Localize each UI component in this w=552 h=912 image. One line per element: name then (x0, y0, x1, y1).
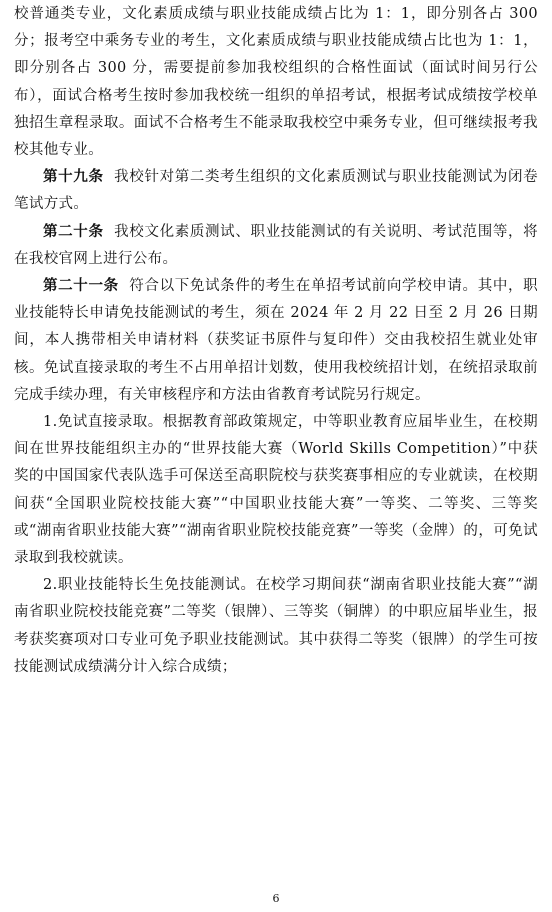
paragraph-text: 我校文化素质测试、职业技能测试的有关说明、考试范围等，将在我校官网上进行公布。 (14, 223, 539, 267)
paragraph-text: 校普通类专业，文化素质成绩与职业技能成绩占比为 1：1，即分别各占 300 分；报考空中乘务专业的考生，文化素质成绩与职业技能成绩占比也为 1：1，即分别各占 300 分，需要提前参加我校组织的合格性面试（面试时间另行公布），面试合格考生按时参加我校统一组织的单招考试，根据考试成绩按学校单独招生章程录取。面试不合格考生不能录取我校空中乘务专业，但可继续报考我校其他专业。 (14, 6, 538, 159)
paragraph-text: 2.职业技能特长生免技能测试。在校学习期间获“湖南省职业技能大赛”“湖南省职业院校技能竞赛”二等奖（银牌）、三等奖（铜牌）的中职应届毕业生，报考获奖赛项对口专业可免予职业技能测试。其中获得二等奖（银牌）的学生可按技能测试成绩满分计入综合成绩； (14, 577, 538, 675)
paragraph-text: 符合以下免试条件的考生在单招考试前向学校申请。其中，职业技能特长申请免技能测试的考生，须在 2024 年 2 月 22 日至 2 月 26 日期间，本人携带相关申请材料（获奖证书原件与复印件）交由我校招生就业处审核。免试直接录取的考生不占用单招计划数，使用我校统招计划，在统招录取前完成手续办理，有关审核程序和方法由省教育考试院另行规定。 (14, 278, 539, 403)
article-heading: 第十九条 (43, 169, 104, 186)
page-number: 6 (272, 892, 280, 905)
paragraph-text: 1.免试直接录取。根据教育部政策规定，中等职业教育应届毕业生，在校期间在世界技能组织主办的“世界技能大赛（World Skills Competition）”中获奖的中国国家代表队选手可保送至高职院校与获奖赛事相应的专业就读，在校期间获“全国职业院校技能大赛”“中国职业技能大赛”一等奖、二等奖、三等奖或“湖南省职业技能大赛”“湖南省职业院校技能竞赛”一等奖（金牌）的，可免试录取到我校就读。 (14, 414, 538, 567)
article-19 (0, 164, 552, 218)
article-20 (0, 219, 552, 273)
article-21 (0, 273, 552, 409)
article-heading: 第二十条 (43, 223, 104, 240)
paragraph-text: 我校针对第二类考生组织的文化素质测试与职业技能测试为闭卷笔试方式。 (14, 169, 539, 213)
article-21-item-1 (0, 409, 552, 572)
article-heading: 第二十一条 (43, 278, 119, 295)
paragraph-continued (0, 1, 552, 164)
article-21-item-2 (0, 572, 552, 681)
